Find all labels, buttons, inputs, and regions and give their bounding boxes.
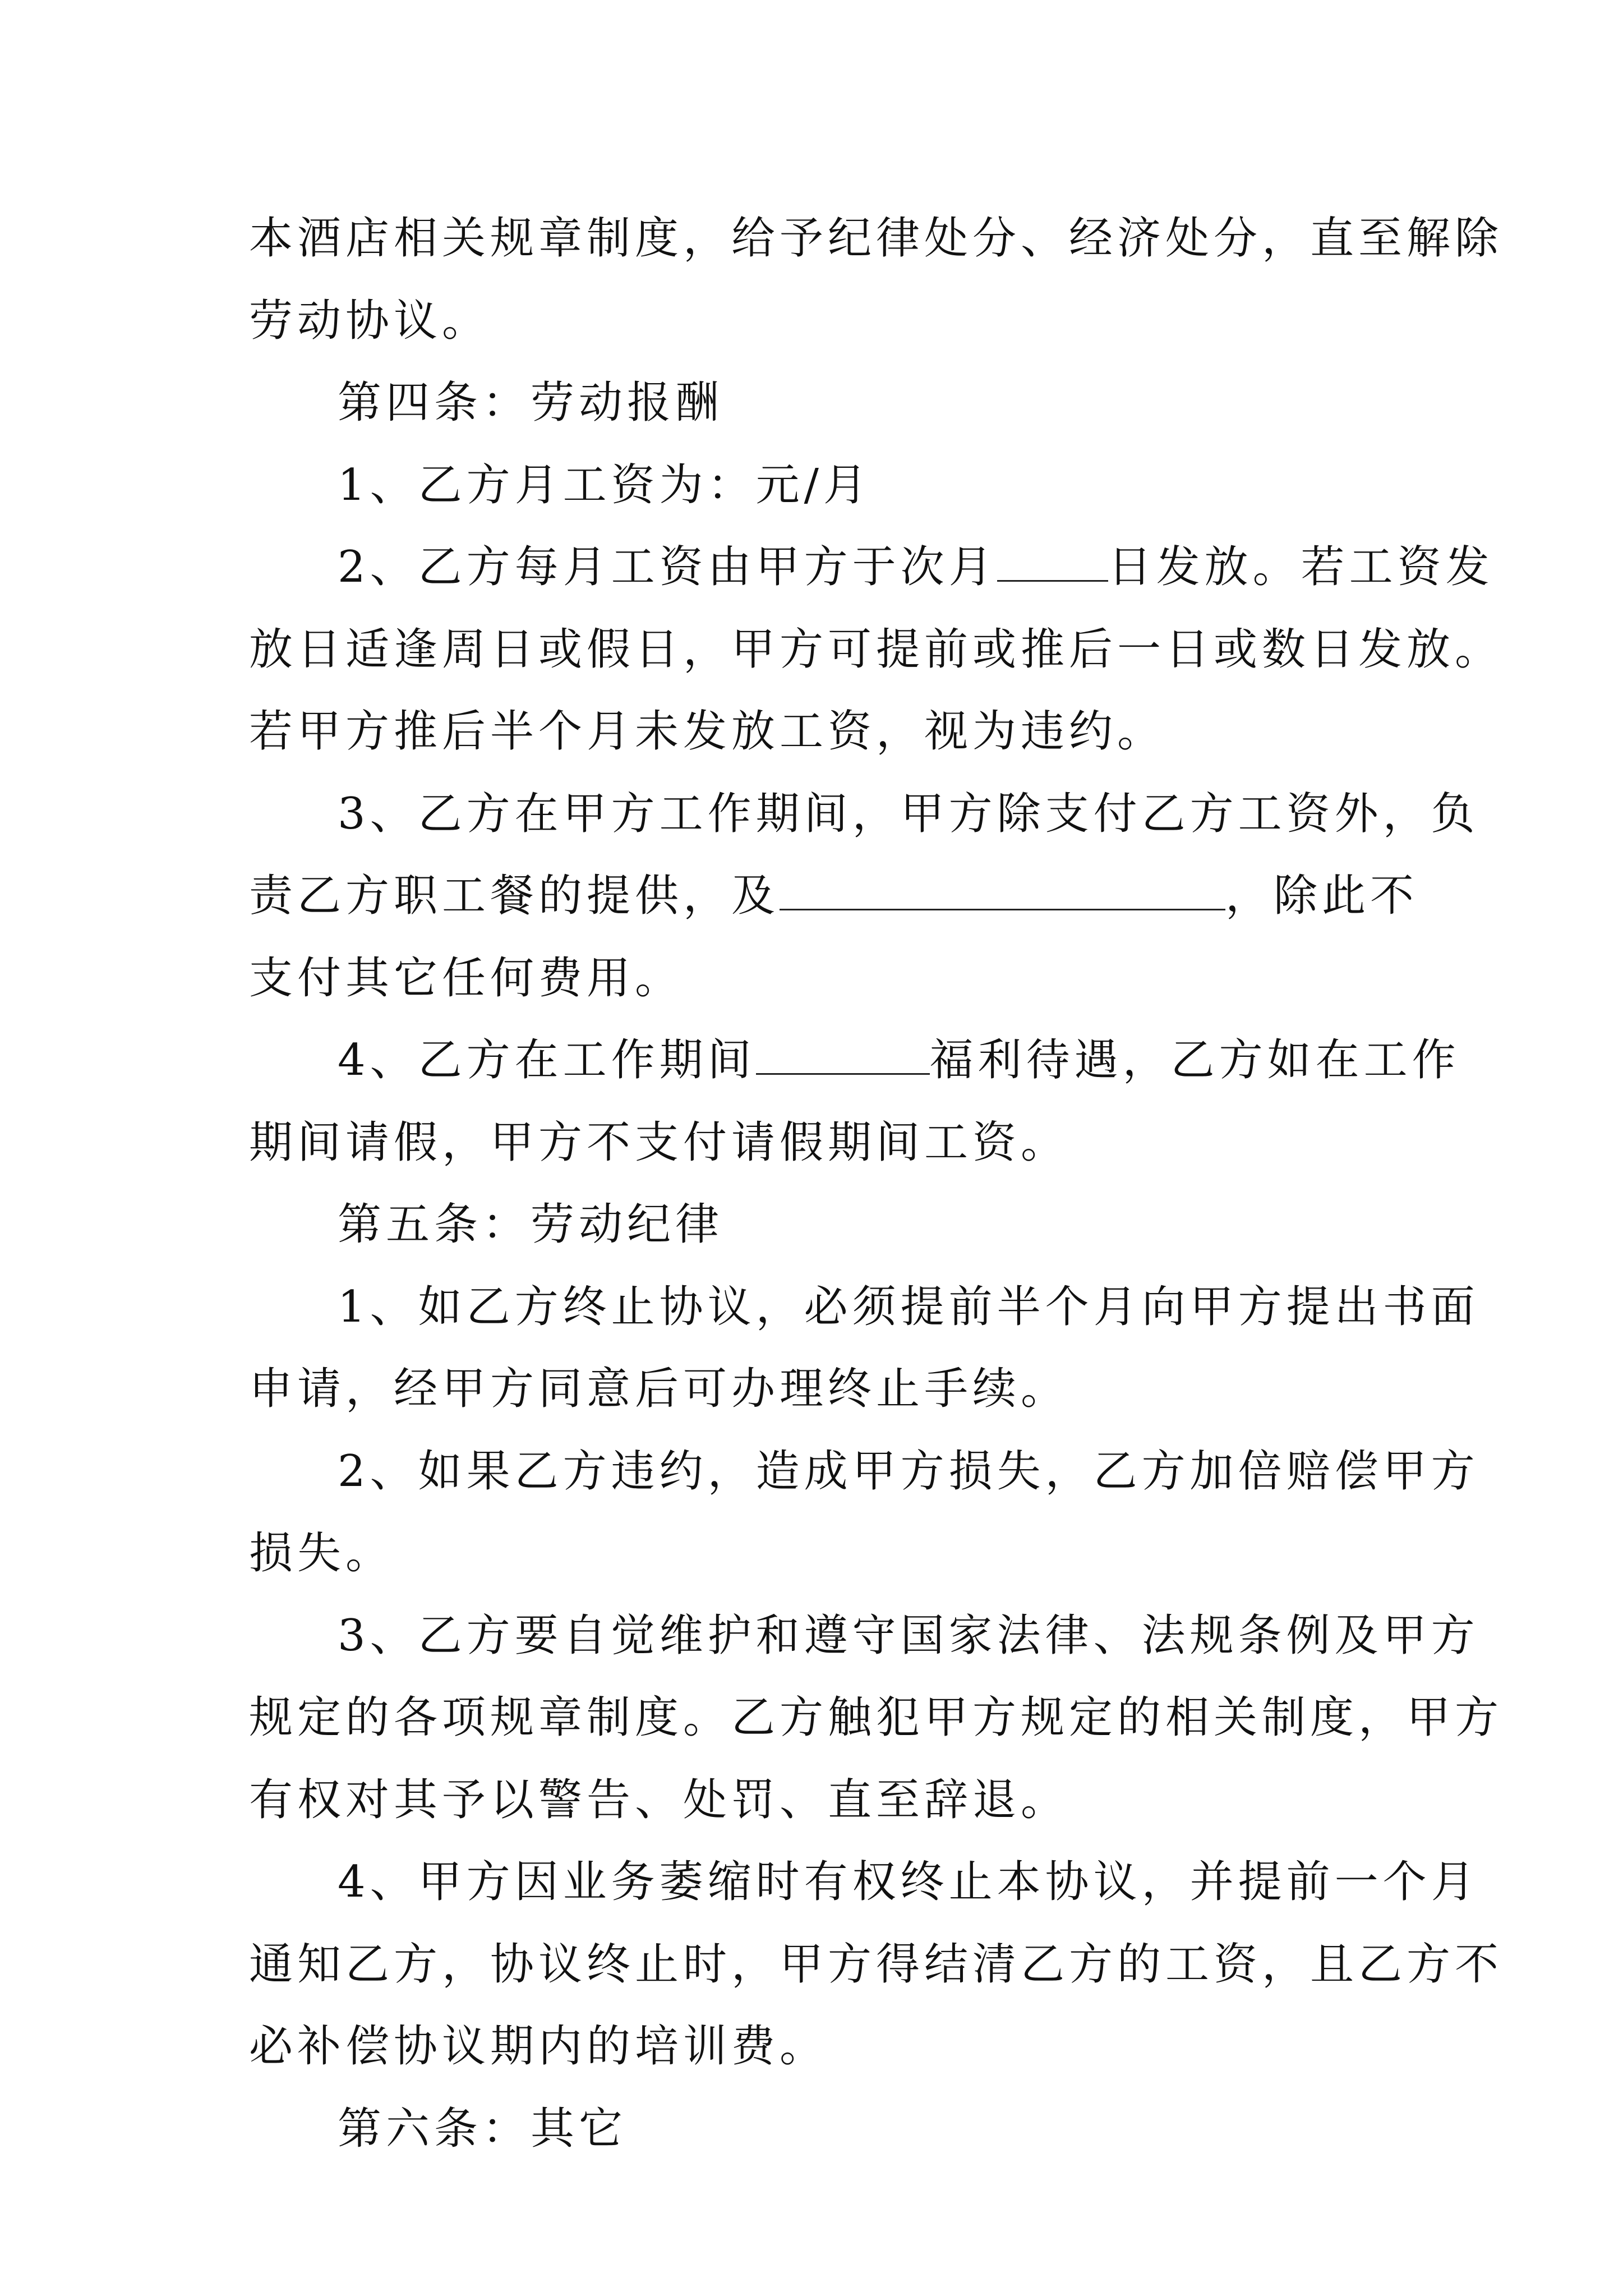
text-line: 通知乙方，协议终止时，甲方得结清乙方的工资，且乙方不 (249, 1939, 1504, 1990)
article-heading: 第四条：劳动报酬 (338, 378, 724, 428)
text-segment: ，除此不 (1225, 871, 1419, 921)
text-line: 1、如乙方终止协议，必须提前半个月向甲方提出书面 (338, 1281, 1479, 1332)
text-segment: 日发放。若工资发 (1108, 542, 1494, 592)
fill-in-blank (997, 542, 1108, 582)
text-line: 期间请假，甲方不支付请假期间工资。 (249, 1117, 1069, 1168)
text-line (249, 526, 1494, 609)
text-line: 规定的各项规章制度。乙方触犯甲方规定的相关制度，甲方 (249, 1692, 1504, 1743)
text-line: 本酒店相关规章制度，给予纪律处分、经济处分，直至解除 (249, 213, 1504, 264)
article-heading: 第五条：劳动纪律 (338, 1199, 724, 1250)
text-line: 有权对其予以警告、处罚、直至辞退。 (249, 1774, 1069, 1825)
text-line: 申请，经甲方同意后可办理终止手续。 (249, 1364, 1069, 1414)
article-heading: 第六条：其它 (338, 2103, 628, 2154)
text-line (249, 855, 1419, 937)
fill-in-blank (756, 1035, 930, 1075)
text-line: 劳动协议。 (249, 295, 491, 346)
document-body (249, 197, 1504, 2170)
text-line: 4、甲方因业务萎缩时有权终止本协议，并提前一个月 (338, 1857, 1479, 1907)
text-line: 3、乙方要自觉维护和遵守国家法律、法规条例及甲方 (338, 1610, 1479, 1661)
text-line: 1、乙方月工资为：元/月 (338, 459, 872, 510)
text-line: 放日适逢周日或假日，甲方可提前或推后一日或数日发放。 (249, 624, 1504, 675)
text-segment: 责乙方职工餐的提供，及 (249, 871, 780, 921)
text-line: 3、乙方在甲方工作期间，甲方除支付乙方工资外，负 (338, 788, 1479, 839)
fill-in-blank (780, 871, 1225, 910)
text-line: 若甲方推后半个月未发放工资，视为违约。 (249, 706, 1166, 757)
text-segment: 2、乙方每月工资由甲方于次月 (338, 542, 997, 592)
text-line: 必补偿协议期内的培训费。 (249, 2021, 828, 2072)
text-line: 支付其它任何费用。 (249, 953, 684, 1004)
text-line: 2、如果乙方违约，造成甲方损失，乙方加倍赔偿甲方 (338, 1446, 1479, 1497)
text-segment: 4、乙方在工作期间 (338, 1035, 756, 1085)
text-segment: 福利待遇，乙方如在工作 (929, 1035, 1460, 1085)
text-line: 损失。 (249, 1528, 394, 1579)
text-line (249, 1019, 1460, 1102)
